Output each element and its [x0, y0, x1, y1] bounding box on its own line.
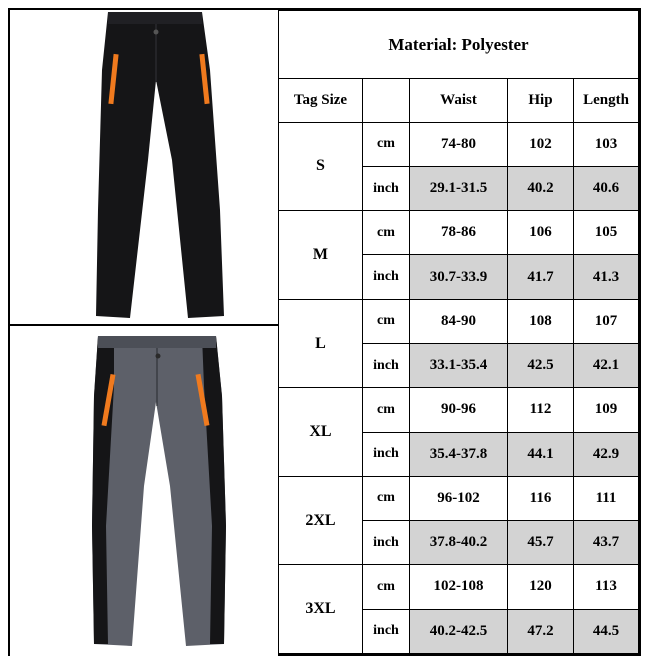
hip-value: 45.7	[507, 521, 573, 565]
black-pants-image	[10, 10, 278, 324]
header-hip: Hip	[507, 79, 573, 122]
waist-value: 37.8-40.2	[409, 521, 507, 565]
unit-label: cm	[362, 211, 409, 255]
waist-value: 96-102	[409, 476, 507, 520]
waist-value: 30.7-33.9	[409, 255, 507, 299]
hip-value: 44.1	[507, 432, 573, 476]
length-value: 105	[573, 211, 638, 255]
length-value: 109	[573, 388, 638, 432]
header-waist: Waist	[409, 79, 507, 122]
length-value: 40.6	[573, 166, 638, 210]
size-label: M	[278, 211, 362, 300]
hip-value: 120	[507, 565, 573, 609]
table-title: Material: Polyester	[278, 11, 638, 79]
header-row	[278, 79, 638, 122]
hip-value: 106	[507, 211, 573, 255]
length-value: 107	[573, 299, 638, 343]
unit-label: inch	[362, 432, 409, 476]
unit-label: cm	[362, 476, 409, 520]
header-length: Length	[573, 79, 638, 122]
hip-value: 112	[507, 388, 573, 432]
product-images	[10, 10, 278, 654]
length-value: 42.1	[573, 344, 638, 388]
waist-value: 40.2-42.5	[409, 609, 507, 653]
hip-value: 47.2	[507, 609, 573, 653]
length-value: 103	[573, 122, 638, 166]
hip-value: 40.2	[507, 166, 573, 210]
size-chart-frame	[8, 8, 641, 656]
header-unit	[362, 79, 409, 122]
length-value: 44.5	[573, 609, 638, 653]
unit-label: cm	[362, 122, 409, 166]
unit-label: inch	[362, 255, 409, 299]
hip-value: 108	[507, 299, 573, 343]
length-value: 42.9	[573, 432, 638, 476]
table-row	[278, 299, 638, 343]
waist-value: 35.4-37.8	[409, 432, 507, 476]
waist-value: 84-90	[409, 299, 507, 343]
size-label: L	[278, 299, 362, 388]
waist-value: 78-86	[409, 211, 507, 255]
length-value: 111	[573, 476, 638, 520]
unit-label: cm	[362, 388, 409, 432]
size-label: 3XL	[278, 565, 362, 654]
table-row	[278, 388, 638, 432]
table-row	[278, 565, 638, 609]
hip-value: 102	[507, 122, 573, 166]
size-label: 2XL	[278, 476, 362, 565]
waist-value: 74-80	[409, 122, 507, 166]
waist-value: 102-108	[409, 565, 507, 609]
table-row	[278, 211, 638, 255]
unit-label: inch	[362, 609, 409, 653]
size-label: S	[278, 122, 362, 211]
grey-pants-image	[10, 326, 278, 656]
header-tag-size: Tag Size	[278, 79, 362, 122]
unit-label: cm	[362, 299, 409, 343]
length-value: 113	[573, 565, 638, 609]
waist-value: 90-96	[409, 388, 507, 432]
hip-value: 42.5	[507, 344, 573, 388]
table-row	[278, 476, 638, 520]
length-value: 41.3	[573, 255, 638, 299]
unit-label: inch	[362, 166, 409, 210]
table-row	[278, 122, 638, 166]
length-value: 43.7	[573, 521, 638, 565]
unit-label: cm	[362, 565, 409, 609]
size-table	[278, 10, 639, 654]
size-label: XL	[278, 388, 362, 477]
waist-value: 33.1-35.4	[409, 344, 507, 388]
hip-value: 116	[507, 476, 573, 520]
waist-value: 29.1-31.5	[409, 166, 507, 210]
unit-label: inch	[362, 344, 409, 388]
unit-label: inch	[362, 521, 409, 565]
hip-value: 41.7	[507, 255, 573, 299]
